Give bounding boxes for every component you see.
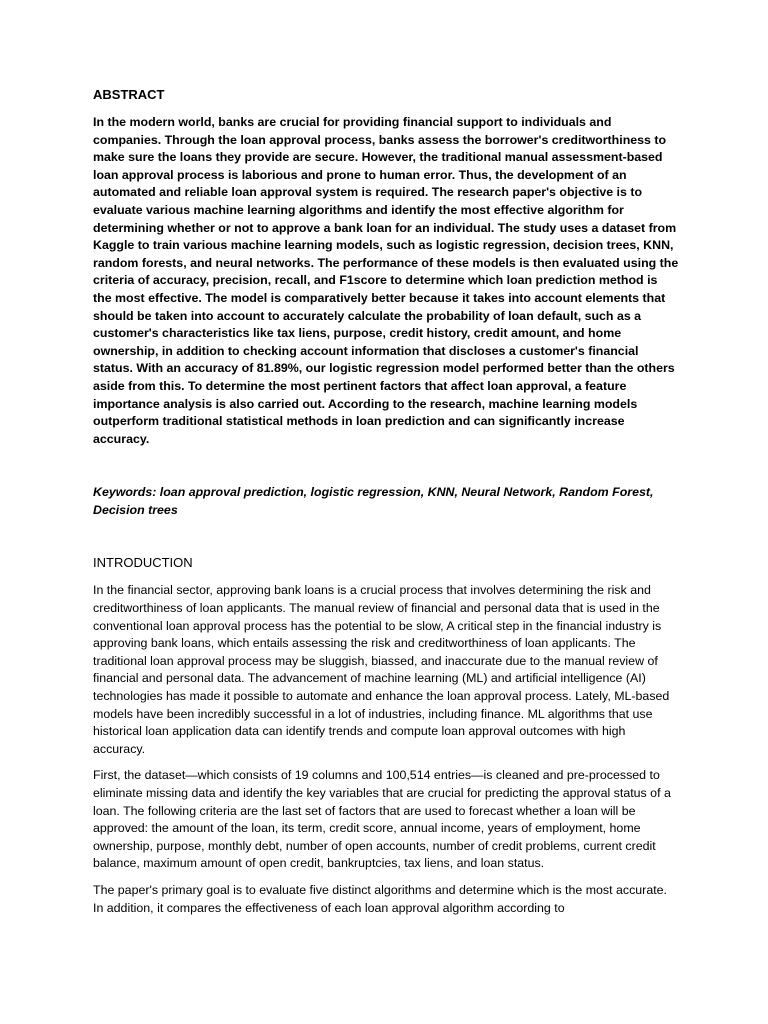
keywords: Keywords: loan approval prediction, logistic regression, KNN, Neural Network, Random Forest, Decision trees <box>93 485 654 517</box>
abstract-heading: ABSTRACT <box>93 87 165 102</box>
introduction-heading: INTRODUCTION <box>93 555 193 571</box>
paper-page <box>93 86 679 917</box>
introduction-paragraph-2: First, the dataset—which consists of 19 columns and 100,514 entries—is cleaned and pre-processed to eliminate missing data and identify the key variables that are crucial for predicting the approval status of a loan. The following criteria are the last set of factors that are used to forecast whether a loan will be approved: the amount of the loan, its term, credit score, annual income, years of employment, home ownership, purpose, monthly debt, number of open accounts, number of credit problems, current credit balance, maximum amount of open credit, bankruptcies, tax liens, and loan status. <box>93 768 671 871</box>
introduction-paragraph-3: The paper's primary goal is to evaluate five distinct algorithms and determine which is the most accurate. In addition, it compares the effectiveness of each loan approval algorithm according to <box>93 882 667 915</box>
abstract-body: In the modern world, banks are crucial for providing financial support to individuals and companies. Through the loan approval process, banks assess the borrower's creditworthiness to make sure the loans they provide are secure. However, the traditional manual assessment-based loan approval process is laborious and prone to human error. Thus, the development of an automated and reliable loan approval system is required. The research paper's objective is to evaluate various machine learning algorithms and identify the most effective algorithm for determining whether or not to approve a bank loan for an individual. The study uses a dataset from Kaggle to train various machine learning models, such as logistic regression, decision trees, KNN, random forests, and neural networks. The performance of these models is then evaluated using the criteria of accuracy, precision, recall, and F1score to determine which loan prediction method is the most effective. The model is comparatively better because it takes into account elements that should be taken into account to accurately calculate the probability of loan default, such as a customer's characteristics like tax liens, purpose, credit history, credit amount, and home ownership, in addition to checking account information that discloses a customer's financial status. With an accuracy of 81.89%, our logistic regression model performed better than the others aside from this. To determine the most pertinent factors that affect loan approval, a feature importance analysis is also carried out. According to the research, machine learning models outperform traditional statistical methods in loan prediction and can significantly increase accuracy. <box>93 115 679 446</box>
introduction-paragraph-1: In the financial sector, approving bank loans is a crucial process that involves determining the risk and creditworthiness of loan applicants. The manual review of financial and personal data that is used in the conventional loan approval process has the potential to be slow, A critical step in the financial industry is approving bank loans, which entails assessing the risk and creditworthiness of loan applicants. The traditional loan approval process may be sluggish, biassed, and inaccurate due to the manual review of financial and personal data. The advancement of machine learning (ML) and artificial intelligence (AI) technologies has made it possible to automate and enhance the loan approval process. Lately, ML-based models have been incredibly successful in a lot of industries, including finance. ML algorithms that use historical loan application data can identify trends and compute loan approval outcomes with high accuracy. <box>93 583 670 756</box>
